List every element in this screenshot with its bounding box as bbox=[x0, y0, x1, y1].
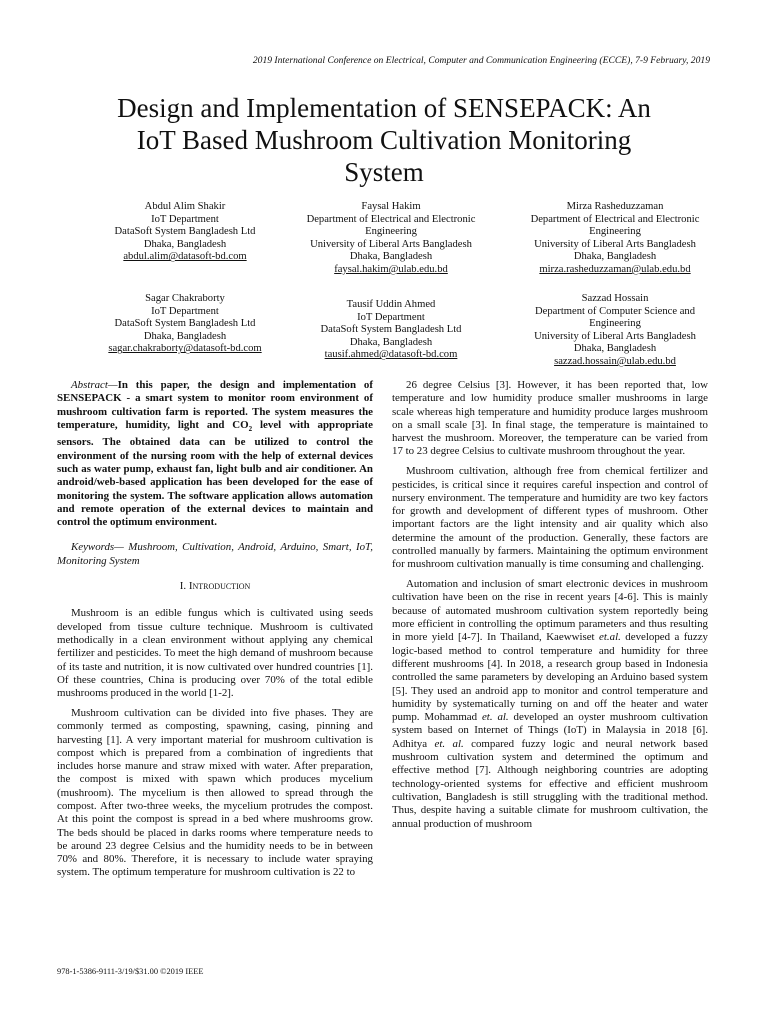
author-email[interactable]: abdul.alim@datasoft-bd.com bbox=[123, 251, 247, 263]
abstract-dash: — bbox=[107, 379, 118, 391]
author-dept: Engineering bbox=[589, 226, 641, 238]
author-name: Sazzad Hossain bbox=[581, 293, 649, 304]
paragraph-text: compared fuzzy logic and neural network based mushroom cultivation system and determined the optimum and effective method [7]. Although neighboring countries are adopting technology-oriented systems for effective and efficient mushroom cultivation, Bangladesh is still struggling with the traditional method. Thus, despite having a suitable climate for mushroom cultivation, the annual production of mushroom bbox=[392, 737, 709, 830]
right-column bbox=[392, 379, 708, 837]
paper-title bbox=[0, 92, 768, 188]
author-city: Dhaka, Bangladesh bbox=[573, 251, 657, 263]
author-org: DataSoft System Bangladesh Ltd bbox=[320, 324, 462, 336]
abstract-subscript: 2 bbox=[248, 425, 253, 434]
author-email[interactable]: mirza.rasheduzzaman@ulab.edu.bd bbox=[539, 263, 691, 275]
paragraph-text: developed a fuzzy logic-based method to control temperature and humidity for three different mushrooms [4]. In 2018, a research group based in Indonesia controlled the same parameters by developing an Arduino based system [5]. They used an android app to monitor and control temperature and humidity by systematically turning on and off the heater and water pump. Mohammad bbox=[392, 631, 708, 724]
author-name: Abdul Alim Shakir bbox=[144, 201, 226, 212]
author-email[interactable]: sazzad.hossain@ulab.edu.bd bbox=[554, 355, 676, 367]
left-column bbox=[57, 379, 373, 886]
author-name: Sagar Chakraborty bbox=[145, 293, 225, 304]
title-line: Design and Implementation of SENSEPACK: An bbox=[117, 93, 651, 123]
copyright-footer: 978-1-5386-9111-3/19/$31.00 ©2019 IEEE bbox=[57, 967, 204, 976]
author-org: DataSoft System Bangladesh Ltd bbox=[114, 226, 256, 238]
body-paragraph bbox=[392, 379, 708, 459]
abstract-text: In this paper, the design and implementation of SENSEPACK - a smart system to monitor room environment of mushroom cultivation farm is reported. The system measures the temperature, humidity, light and CO bbox=[57, 379, 373, 431]
author-city: Dhaka, Bangladesh bbox=[573, 343, 657, 355]
right-body bbox=[392, 379, 708, 831]
abstract-text: level with appropriate sensors. The obtained data can be utilized to control the environment of the nursing room with the help of external devices such as water pump, exhaust fan, light bulb and air conditioner. An android/web-based application has been developed for the ease of monitoring the system. The software application allows automation and remote operation of the external devices to maintain and control the optimum environment. bbox=[57, 418, 373, 529]
body-paragraph bbox=[57, 607, 373, 700]
author-dept: Department of Electrical and Electronic bbox=[306, 213, 476, 225]
author-city: Dhaka, Bangladesh bbox=[349, 251, 433, 263]
author-email[interactable]: faysal.hakim@ulab.edu.bd bbox=[334, 263, 448, 275]
author-org: University of Liberal Arts Bangladesh bbox=[310, 238, 472, 250]
author-email[interactable]: sagar.chakraborty@datasoft-bd.com bbox=[108, 343, 262, 355]
body-paragraph bbox=[392, 578, 708, 831]
paragraph-text: developed an oyster mushroom cultivation system based on Internet of Things (IoT) in Malaysia in 2018 [6]. Adhitya bbox=[392, 711, 708, 750]
section-heading: I. Introduction bbox=[179, 580, 251, 593]
author-email[interactable]: tausif.ahmed@datasoft-bd.com bbox=[324, 349, 458, 361]
author-dept: Department of Electrical and Electronic bbox=[530, 213, 700, 225]
paragraph-text: Automation and inclusion of smart electronic devices in mushroom cultivation have been on the rise in recent years [4-6]. This is mainly because of automated mushroom cultivation system reportedly being more efficient in controlling the optimum parameters and thus resulting in more yield [4-7]. In Thailand, Kaewwiset bbox=[392, 578, 708, 644]
paragraph-text: Mushroom cultivation, although free from chemical fertilizer and pesticides, is critical since it requires careful inspection and control of nursery environment. The temperature and humidity are two key factors for growth and development of different types of mushroom. Other important factors are the light intensity and air quality which also determine the amount of the production. Generally, these factors are controlled manually by farmers. Maintaining the optimum environment for mushroom cultivation manually is time consuming and challenging. bbox=[392, 465, 708, 571]
author-block bbox=[266, 201, 516, 277]
paragraph-text: Mushroom is an edible fungus which is cultivated using seeds developed from tissue culture technique. Mushroom is cultivated methodically in a clean environment without applying any chemical fertilizer and pesticides. To meet the high demand of mushroom because of its taste and nutrition, it is now cultivated over hundred countries [1]. Of these countries, China is producing over 70% of the total edible mushrooms produced in the world [1-2]. bbox=[57, 607, 373, 700]
citation-italic: et. al. bbox=[481, 711, 509, 724]
author-city: Dhaka, Bangladesh bbox=[143, 238, 227, 250]
author-city: Dhaka, Bangladesh bbox=[143, 330, 227, 342]
author-block bbox=[266, 299, 516, 362]
paragraph-text: 26 degree Celsius [3]. However, it has been reported that, low temperature and low humidity produce smaller mushrooms in large scale whereas high temperature and humidity produce larges mushroom on a small scale [3]. In final stage, the temperature is maintained to harvest the mushroom. Moreover, the temperature can be varied from 17 to 23 degree Celsius to cultivate mushroom throughout the year. bbox=[392, 379, 708, 458]
left-body bbox=[57, 607, 373, 879]
author-org: University of Liberal Arts Bangladesh bbox=[534, 238, 696, 250]
conference-header: 2019 International Conference on Electrical, Computer and Communication Engineering (ECCE), 7-9 February, 2019 bbox=[252, 55, 710, 66]
paragraph-text: Mushroom cultivation can be divided into five phases. They are commonly termed as composting, spawning, casing, pinning and harvesting [1]. A very important material for mushroom cultivation is compost which is prepared from a combination of ingredients that includes horse manure and straw mixed with water. After preparation, the compost is mixed with spawn which produces mycelium (mushroom). The mycelium is then allowed to spread through the compost. After two-three weeks, the mycelium protrudes the compost. At this point the compost is spread in a bed where mushrooms grow. The beds should be placed in darks rooms where temperature needs to be around 23 degree Celsius and the humidity needs to be in between 70% and 80%. Therefore, it is necessary to include water spraying system. The optimum temperature for mushroom cultivation is 22 to bbox=[57, 706, 373, 879]
keywords: Keywords— Mushroom, Cultivation, Android, Arduino, Smart, IoT, Monitoring System bbox=[57, 541, 373, 567]
author-org: DataSoft System Bangladesh Ltd bbox=[114, 318, 256, 330]
author-dept: IoT Department bbox=[357, 311, 425, 323]
author-name: Faysal Hakim bbox=[361, 201, 421, 212]
abstract bbox=[57, 379, 373, 529]
body-paragraph bbox=[57, 707, 373, 880]
author-name: Tausif Uddin Ahmed bbox=[346, 299, 436, 310]
author-dept: Engineering bbox=[365, 226, 417, 238]
author-dept: Department of Computer Science and bbox=[534, 305, 696, 317]
author-dept: IoT Department bbox=[151, 305, 219, 317]
author-block bbox=[490, 293, 740, 369]
author-dept: Engineering bbox=[589, 318, 641, 330]
abstract-label: Abstract bbox=[71, 379, 108, 391]
author-name: Mirza Rasheduzzaman bbox=[566, 201, 664, 212]
title-line: System bbox=[344, 157, 424, 187]
author-city: Dhaka, Bangladesh bbox=[349, 336, 433, 348]
author-dept: IoT Department bbox=[151, 213, 219, 225]
title-line: IoT Based Mushroom Cultivation Monitoring bbox=[136, 125, 632, 155]
citation-italic: et.al. bbox=[599, 631, 621, 644]
author-block bbox=[490, 201, 740, 277]
author-org: University of Liberal Arts Bangladesh bbox=[534, 330, 696, 342]
citation-italic: et. al. bbox=[434, 737, 464, 750]
body-paragraph bbox=[392, 465, 708, 571]
